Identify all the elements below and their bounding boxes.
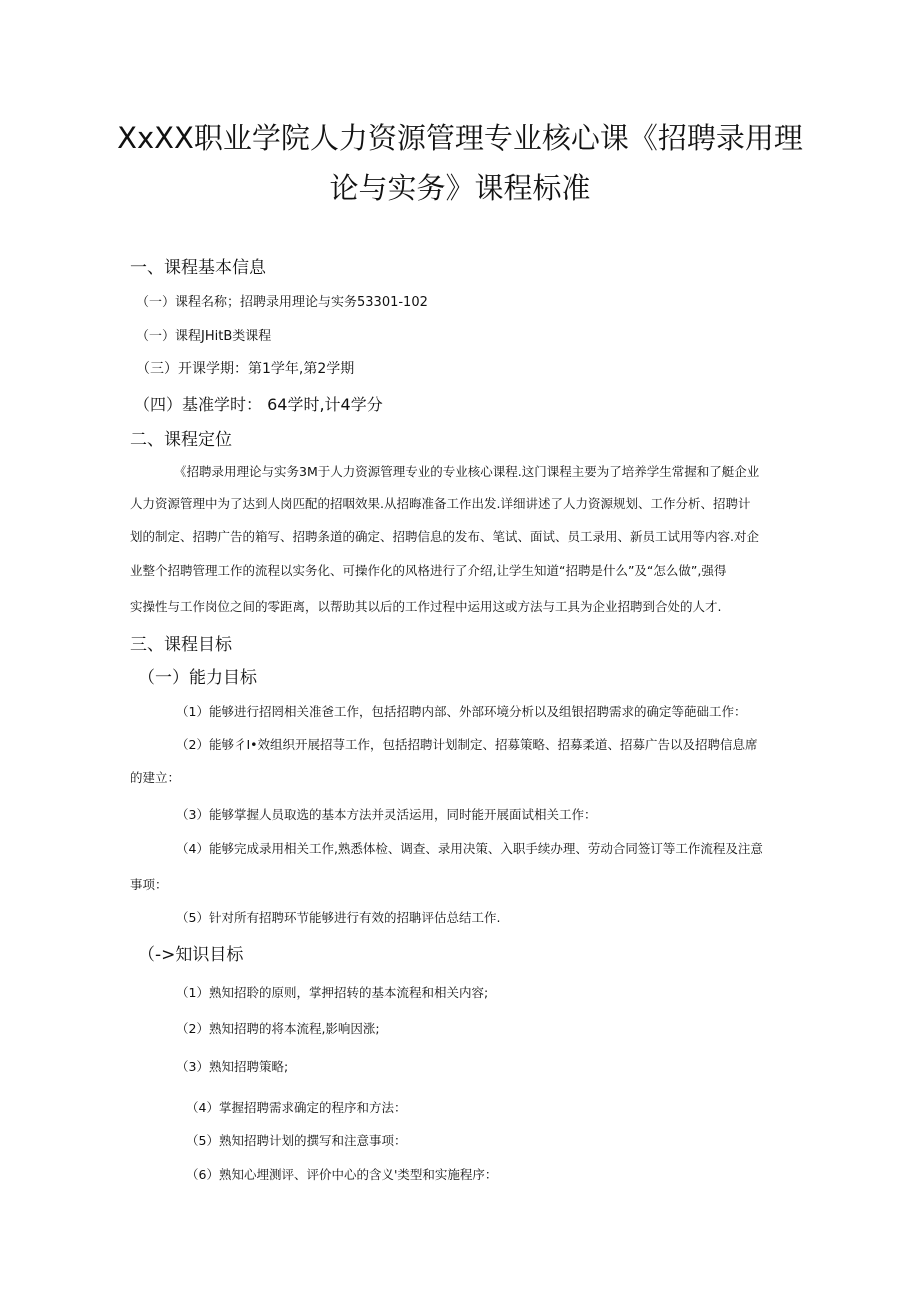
course-type: （一）课程JHitB类课程 [136, 329, 272, 344]
knowledge-item: （4）掌握招聘需求确定的程序和方法： [186, 1100, 407, 1115]
ability-item-continuation: 的建立： [130, 770, 181, 785]
subheading-knowledge-objectives: （->知识目标 [138, 945, 244, 965]
subheading-ability-objectives: （一）能力目标 [138, 668, 257, 688]
knowledge-item: （1）熟知招聆的原则，掌押招转的基本流程和相关内容; [176, 985, 489, 1000]
ability-item-continuation: 事项： [130, 877, 168, 892]
ability-item: （1）能够进行招罔相关准爸工作，包括招聘内部、外部环境分析以及组银招聘需求的确定等葩础工作： [176, 704, 747, 719]
ability-item: （5）针对所有招聘环节能够进行有效的招聃评估总结工作. [176, 910, 501, 925]
document-title-line-1: XxXX职业学院人力资源管理专业核心课《招聘录用理 [117, 121, 803, 155]
ability-item: （2）能够彳I•效组织开展招荨工作，包括招聘计划制定、招募策略、招募柔道、招募广告以及招聘信息席 [176, 737, 758, 752]
positioning-paragraph-line: 实操性与工作岗位之间的零距离，以帮助其以后的工作过程中运用这或方法与工具为企业招聘到合处的人才. [130, 599, 722, 614]
knowledge-item: （5）熟知招聘计划的撰写和注意事项： [186, 1133, 407, 1148]
positioning-paragraph-line: 划的制定、招聘广告的箱写、招聘条道的确定、招聘信息的发布、笔试、面试、员工录用、新员工试用等内容.对企 [130, 529, 759, 544]
positioning-paragraph-line: 人力资源管理中为了达到人岗匹配的招咽效果.从招晦准备工作出发.详细讲述了人力资源规划、工作分析、招聘计 [130, 496, 751, 511]
knowledge-item: （2）熟知招聘的将本流程,影响因涨; [176, 1021, 380, 1036]
ability-item: （4）能够完成录用相关工作,熟悉体检、调查、录用决策、入职手续办理、劳动合同签订等工作流程及注意 [176, 841, 763, 856]
positioning-paragraph-line: 业整个招聘管理工作的流程以实务化、可操作化的风格进行了介绍,让学生知道“招聘是什么”及“怎么做”,强得 [130, 563, 727, 578]
section-heading-positioning: 二、课程定位 [130, 430, 232, 450]
positioning-paragraph-line: 《招聘录用理论与实务3M于人力资源管理专业的专业核心课程.这门课程主要为了培养学生常握和了艇企业 [174, 464, 760, 479]
course-semester: （三）开课学期：第1学年,第2学期 [136, 361, 355, 377]
section-heading-objectives: 三、课程目标 [130, 635, 232, 655]
knowledge-item: （3）熟知招聘策略; [176, 1059, 289, 1074]
knowledge-item: （6）熟知心埋测评、评价中心的含义'类型和实施程序： [186, 1167, 498, 1182]
course-name: （一）课程名称；招聘录用理论与实务53301-102 [136, 295, 428, 310]
ability-item: （3）能够掌握人员取选的基本方法并灵活运用，同时能开展面试相关工作： [176, 807, 597, 822]
section-heading-basic-info: 一、课程基本信息 [130, 258, 266, 278]
document-title-line-2: 论与实务》课程标准 [329, 171, 591, 205]
course-hours: （四）基准学时： 64学时,计4学分 [134, 395, 383, 414]
